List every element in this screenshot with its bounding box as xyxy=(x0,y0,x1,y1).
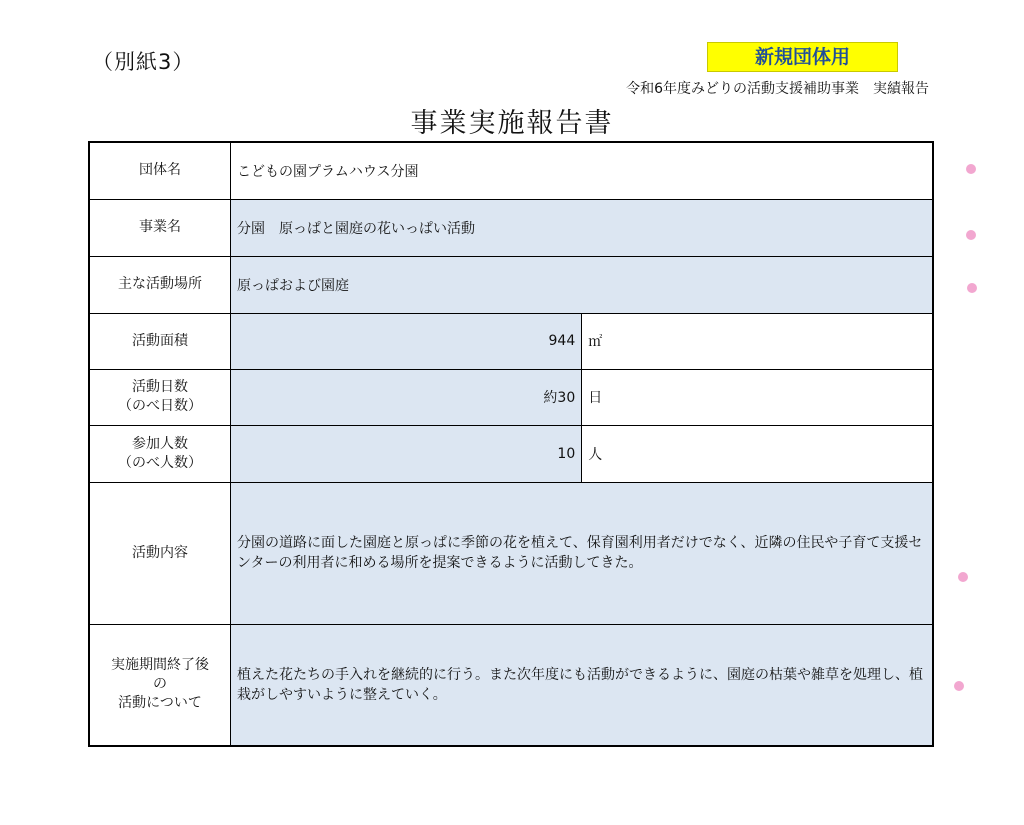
row-days xyxy=(89,369,933,425)
area-value: 944 xyxy=(231,313,582,369)
participants-unit: 人 xyxy=(582,425,933,482)
pink-dot-marker xyxy=(966,164,976,174)
project-name-label: 事業名 xyxy=(89,199,231,256)
report-table xyxy=(88,141,934,747)
project-name-value: 分園 原っぱと園庭の花いっぱい活動 xyxy=(231,199,934,256)
after-label-line2: の xyxy=(153,676,167,693)
after-label-line1: 実施期間終了後 xyxy=(111,657,209,674)
row-content xyxy=(89,482,933,624)
after-value: 植えた花たちの手入れを継続的に行う。また次年度にも活動ができるように、園庭の枯葉や雑草を処理し、植栽がしやすいように整えていく。 xyxy=(231,624,934,746)
row-participants xyxy=(89,425,933,482)
page-title: 事業実施報告書 xyxy=(410,108,614,139)
days-label-line2: （のべ日数） xyxy=(118,398,202,414)
days-label xyxy=(89,369,231,425)
location-value: 原っぱおよび園庭 xyxy=(231,256,934,313)
row-location xyxy=(89,256,933,313)
after-label xyxy=(89,624,231,746)
group-name-value: こどもの園プラムハウス分園 xyxy=(231,142,934,199)
content-value: 分園の道路に面した園庭と原っぱに季節の花を植えて、保育園利用者だけでなく、近隣の住民や子育て支援センターの利用者に和める場所を提案できるように活動してきた。 xyxy=(231,482,934,624)
days-unit: 日 xyxy=(582,369,933,425)
pink-dot-marker xyxy=(958,572,968,582)
row-project-name xyxy=(89,199,933,256)
participants-label-line1: 参加人数 xyxy=(132,435,188,452)
location-label: 主な活動場所 xyxy=(89,256,231,313)
row-area xyxy=(89,313,933,369)
row-group-name xyxy=(89,142,933,199)
content-label: 活動内容 xyxy=(89,482,231,624)
area-label: 活動面積 xyxy=(89,313,231,369)
pink-dot-marker xyxy=(967,283,977,293)
pink-dot-marker xyxy=(966,230,976,240)
after-label-line3: 活動について xyxy=(118,695,202,712)
participants-label xyxy=(89,425,231,482)
participants-value: 10 xyxy=(231,425,582,482)
new-group-badge: 新規団体用 xyxy=(707,42,898,72)
participants-label-line2: （のべ人数） xyxy=(118,454,202,471)
days-label-line1: 活動日数 xyxy=(132,379,188,395)
appendix-label: （別紙3） xyxy=(92,50,195,74)
days-value: 約30 xyxy=(231,369,582,425)
group-name-label: 団体名 xyxy=(89,142,231,199)
area-unit: ㎡ xyxy=(582,313,933,369)
pink-dot-marker xyxy=(954,681,964,691)
row-after xyxy=(89,624,933,746)
program-name: 令和6年度みどりの活動支援補助事業 実績報告 xyxy=(626,81,929,97)
